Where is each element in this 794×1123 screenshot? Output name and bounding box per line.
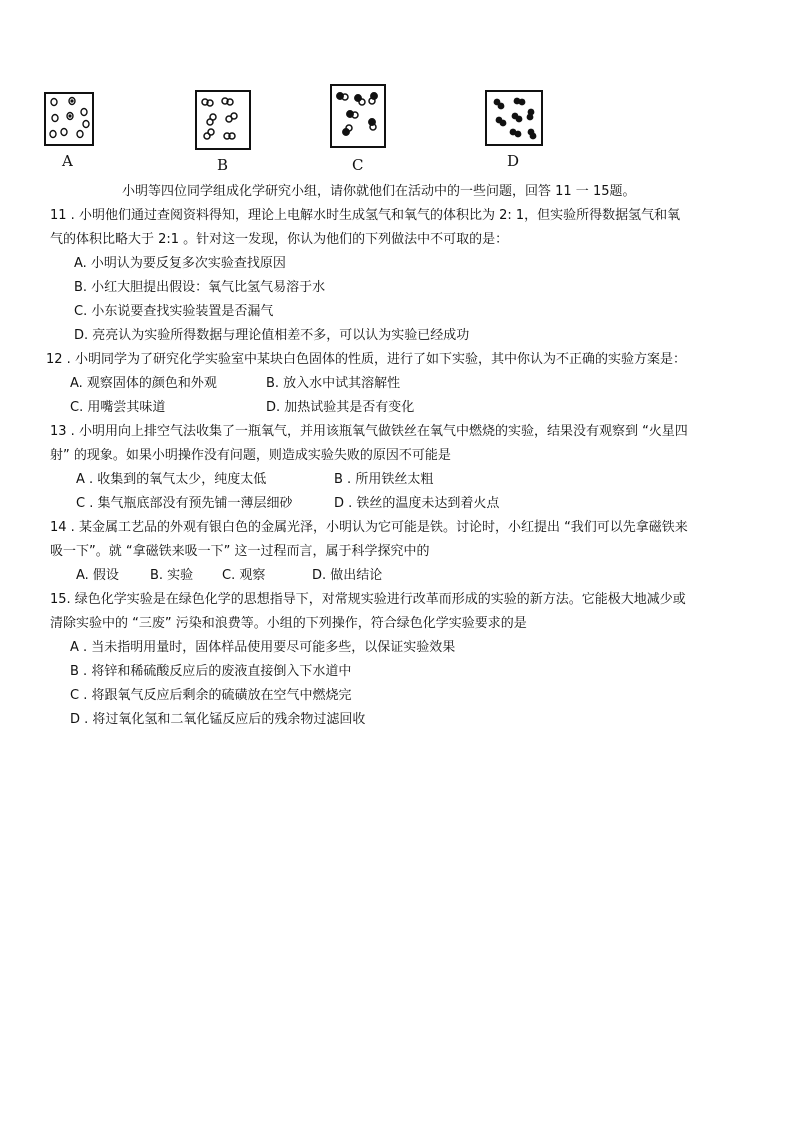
molecule — [519, 99, 526, 106]
figure-c-molecules — [332, 86, 384, 146]
figure-b-box — [195, 90, 251, 150]
molecule — [207, 119, 213, 125]
molecule — [52, 115, 58, 122]
q11-option-b: B. 小红大胆提出假设：氧气比氢气易溶于水 — [74, 280, 326, 295]
figure-c — [330, 84, 386, 176]
q13-option-c: C . 集气瓶底部没有预先铺一薄层细砂 — [76, 496, 293, 511]
q14-option-c: C. 观察 — [222, 568, 266, 583]
figure-c-label: C — [352, 156, 364, 174]
figure-d-molecules — [487, 92, 541, 144]
molecule — [515, 131, 522, 138]
q13-option-d: D . 铁丝的温度未达到着火点 — [334, 496, 500, 511]
molecule — [516, 116, 523, 123]
q15-stem-line2: 清除实验中的 “三废” 污染和浪费等。小组的下列操作，符合绿色化学实验要求的是 — [50, 616, 527, 631]
molecule — [530, 133, 537, 140]
q12-option-b: B. 放入水中试其溶解性 — [266, 376, 401, 391]
molecule — [527, 114, 534, 121]
q12-option-a: A. 观察固体的颜色和外观 — [70, 376, 217, 391]
molecule — [51, 99, 57, 106]
q13-stem-line1: 13 . 小明用向上排空气法收集了一瓶氧气，并用该瓶氧气做铁丝在氧气中燃烧的实验，结果没有观察到 “火星四 — [50, 424, 688, 439]
molecule — [208, 129, 214, 135]
figure-a-molecules — [46, 94, 92, 144]
q15-option-a: A . 当未指明用量时，固体样品使用要尽可能多些，以保证实验效果 — [70, 640, 456, 655]
q14-stem-line2: 吸一下”。就 “拿磁铁来吸一下” 这一过程而言，属于科学探究中的 — [50, 544, 430, 559]
molecule — [81, 109, 87, 116]
molecule — [83, 121, 89, 128]
figure-d-label: D — [507, 152, 520, 170]
q12-stem: 12 . 小明同学为了研究化学实验室中某块白色固体的性质，进行了如下实验，其中你认为不正确的实验方案是： — [46, 352, 686, 367]
q13-option-a: A . 收集到的氧气太少，纯度太低 — [76, 472, 267, 487]
q12-option-c: C. 用嘴尝其味道 — [70, 400, 166, 415]
q15-option-d: D . 将过氧化氢和二氧化锰反应后的残余物过滤回收 — [70, 712, 366, 727]
molecule — [500, 120, 507, 127]
figure-a-box — [44, 92, 94, 146]
q15-option-c: C . 将跟氧气反应后剩余的硫磺放在空气中燃烧完 — [70, 688, 352, 703]
figure-a — [44, 92, 94, 170]
q11-option-a: A. 小明认为要反复多次实验查找原因 — [74, 256, 286, 271]
molecule — [359, 99, 365, 105]
q11-option-d: D. 亮亮认为实验所得数据与理论值相差不多，可以认为实验已经成功 — [74, 328, 470, 343]
molecule — [498, 103, 505, 110]
q13-stem-line2: 射” 的现象。如果小明操作没有问题，则造成实验失败的原因不可能是 — [50, 448, 451, 463]
molecule — [50, 131, 56, 138]
q11-stem-line2: 气的体积比略大于 2:1 。针对这一发现，你认为他们的下列做法中不可取的是： — [50, 232, 509, 247]
q14-option-d: D. 做出结论 — [312, 568, 383, 583]
molecule — [231, 113, 237, 119]
figure-b-molecules — [197, 92, 249, 148]
molecule — [77, 131, 83, 138]
intro-text: 小明等四位同学组成化学研究小组，请你就他们在活动中的一些问题，回答 11 一 15题。 — [122, 184, 636, 199]
molecule — [61, 129, 67, 136]
q15-option-b: B . 将锌和稀硫酸反应后的废液直接倒入下水道中 — [70, 664, 352, 679]
q14-option-a: A. 假设 — [76, 568, 119, 583]
figure-d-box — [485, 90, 543, 146]
q15-stem-line1: 15. 绿色化学实验是在绿色化学的思想指导下，对常规实验进行改革而形成的实验的新方法。它能极大地减少或 — [50, 592, 686, 607]
q14-option-b: B. 实验 — [150, 568, 194, 583]
figure-c-box — [330, 84, 386, 148]
molecule — [70, 99, 73, 102]
q14-stem-line1: 14 . 某金属工艺品的外观有银白色的金属光泽，小明认为它可能是铁。讨论时，小红提出 “我们可以先拿磁铁来 — [50, 520, 688, 535]
figure-b-label: B — [217, 156, 229, 174]
q13-option-b: B . 所用铁丝太粗 — [334, 472, 434, 487]
figure-b — [195, 90, 251, 178]
figure-d — [485, 90, 543, 176]
figure-a-label: A — [62, 152, 73, 170]
molecule — [68, 114, 71, 117]
q11-option-c: C. 小东说要查找实验装置是否漏气 — [74, 304, 274, 319]
q11-stem-line1: 11 . 小明他们通过查阅资料得知，理论上电解水时生成氢气和氧气的体积比为 2: 1，但实验所得数据氢气和氧 — [50, 208, 681, 223]
q12-option-d: D. 加热试验其是否有变化 — [266, 400, 415, 415]
